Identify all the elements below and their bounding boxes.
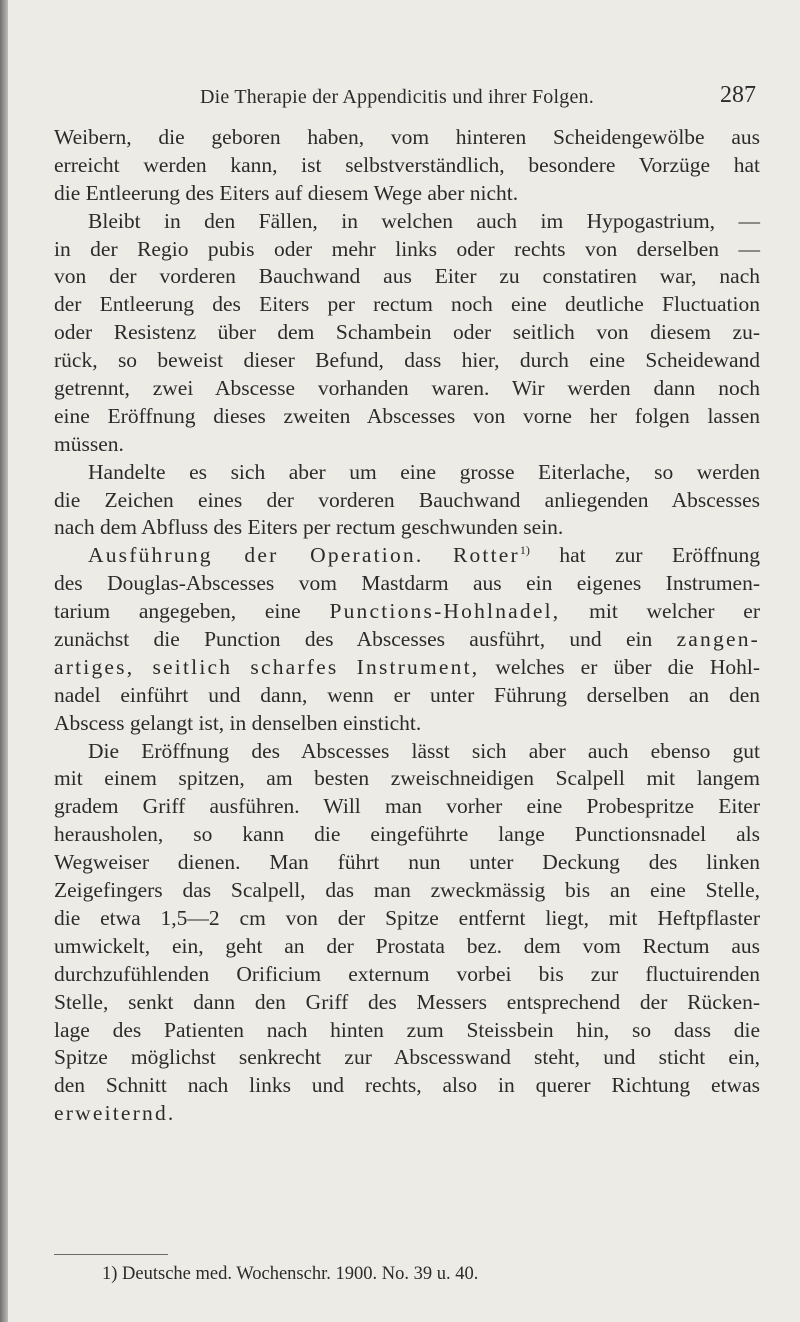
text-span: hat zur Eröffnung	[559, 543, 761, 568]
footnote-marker: 1)	[519, 543, 530, 558]
text-line: die Zeichen eines der vorderen Bauchwand anliegenden Abscesses	[54, 487, 760, 512]
text-line: Wegweiser dienen. Man führt nun unter Deckung des linken	[54, 850, 760, 875]
text-line	[54, 626, 760, 654]
emphasized-term: artiges, seitlich scharfes Instrument,	[54, 654, 480, 679]
text-line: gradem Griff ausführen. Will man vorher eine Probespritze Eiter	[54, 794, 760, 819]
author-name: Rotter	[452, 543, 520, 568]
text-line: der Entleerung des Eiters per rectum noch eine deutliche Fluctuation	[54, 292, 760, 317]
text-line: mit einem spitzen, am besten zweischneidigen Scalpell mit langem	[54, 766, 760, 791]
text-span: welches er über die Hohl-	[495, 654, 761, 679]
text-line: getrennt, zwei Abscesse vorhanden waren. Wir werden dann noch	[54, 376, 760, 401]
text-line: Abscess gelangt ist, in denselben einsticht.	[54, 710, 422, 735]
running-header	[52, 82, 756, 118]
text-line: des Douglas-Abscesses vom Mastdarm aus ein eigenes Instrumen-	[54, 571, 760, 596]
page-number: 287	[720, 82, 756, 108]
text-line: den Schnitt nach links und rechts, also in querer Richtung etwas	[54, 1073, 760, 1098]
text-line	[54, 654, 760, 682]
book-spine-shadow	[0, 0, 8, 1322]
text-line: umwickelt, ein, geht an der Prostata bez. dem vom Rectum aus	[54, 933, 760, 958]
text-line: lage des Patienten nach hinten zum Steissbein hin, so dass die	[54, 1017, 760, 1042]
text-span: mit welcher er	[589, 599, 761, 624]
text-line: erweiternd.	[54, 1101, 176, 1126]
text-line: nach dem Abfluss des Eiters per rectum geschwunden sein.	[54, 515, 564, 540]
section-heading: Ausführung der Operation.	[88, 543, 424, 568]
text-line: Zeigefingers das Scalpell, das man zweckmässig bis an eine Stelle,	[54, 878, 760, 903]
emphasized-term: Punctions-Hohlnadel,	[329, 599, 561, 624]
text-line	[54, 598, 760, 626]
text-line: oder Resistenz über dem Schambein oder seitlich von diesem zu-	[54, 320, 760, 345]
text-line: Handelte es sich aber um eine grosse Eiterlache, so werden	[88, 459, 760, 484]
text-line: in der Regio pubis oder mehr links oder rechts von derselben —	[54, 236, 760, 261]
text-line: die etwa 1,5—2 cm von der Spitze entfernt liegt, mit Heftpflaster	[54, 905, 760, 930]
text-line: Bleibt in den Fällen, in welchen auch im Hypogastrium, —	[88, 208, 760, 233]
text-line: rück, so beweist dieser Befund, dass hier, durch eine Scheidewand	[54, 348, 760, 373]
text-line: müssen.	[54, 431, 124, 456]
running-title: Die Therapie der Appendicitis und ihrer Folgen.	[200, 86, 594, 108]
text-line: Weibern, die geboren haben, vom hinteren Scheidengewölbe aus	[54, 125, 760, 149]
text-line: nadel einführt und dann, wenn er unter Führung derselben an den	[54, 682, 760, 707]
text-line: Spitze möglichst senkrecht zur Abscesswand steht, und sticht ein,	[54, 1045, 760, 1070]
text-line: eine Eröffnung dieses zweiten Abscesses von vorne her folgen lassen	[54, 403, 760, 428]
footnote: 1) Deutsche med. Wochenschr. 1900. No. 39 u. 40.	[102, 1264, 479, 1284]
text-line: durchzufühlenden Orificium externum vorbei bis zur fluctuirenden	[54, 961, 760, 986]
text-line	[54, 542, 760, 570]
emphasized-term: zangen-	[676, 627, 761, 652]
footnote-divider	[54, 1254, 168, 1255]
text-line: Stelle, senkt dann den Griff des Messers entsprechend der Rücken-	[54, 989, 760, 1014]
text-line: die Entleerung des Eiters auf diesem Wege aber nicht.	[54, 180, 519, 205]
body-text	[54, 124, 760, 1128]
text-line: erreicht werden kann, ist selbstverständlich, besondere Vorzüge hat	[54, 152, 760, 177]
text-line: von der vorderen Bauchwand aus Eiter zu constatiren war, nach	[54, 264, 760, 289]
text-line: Die Eröffnung des Abscesses lässt sich aber auch ebenso gut	[88, 738, 760, 763]
text-span: zunächst die Punction des Abscesses ausführt, und ein	[54, 627, 653, 652]
text-span: tarium angegeben, eine	[54, 599, 301, 624]
text-line: herausholen, so kann die eingeführte lange Punctionsnadel als	[54, 822, 760, 847]
